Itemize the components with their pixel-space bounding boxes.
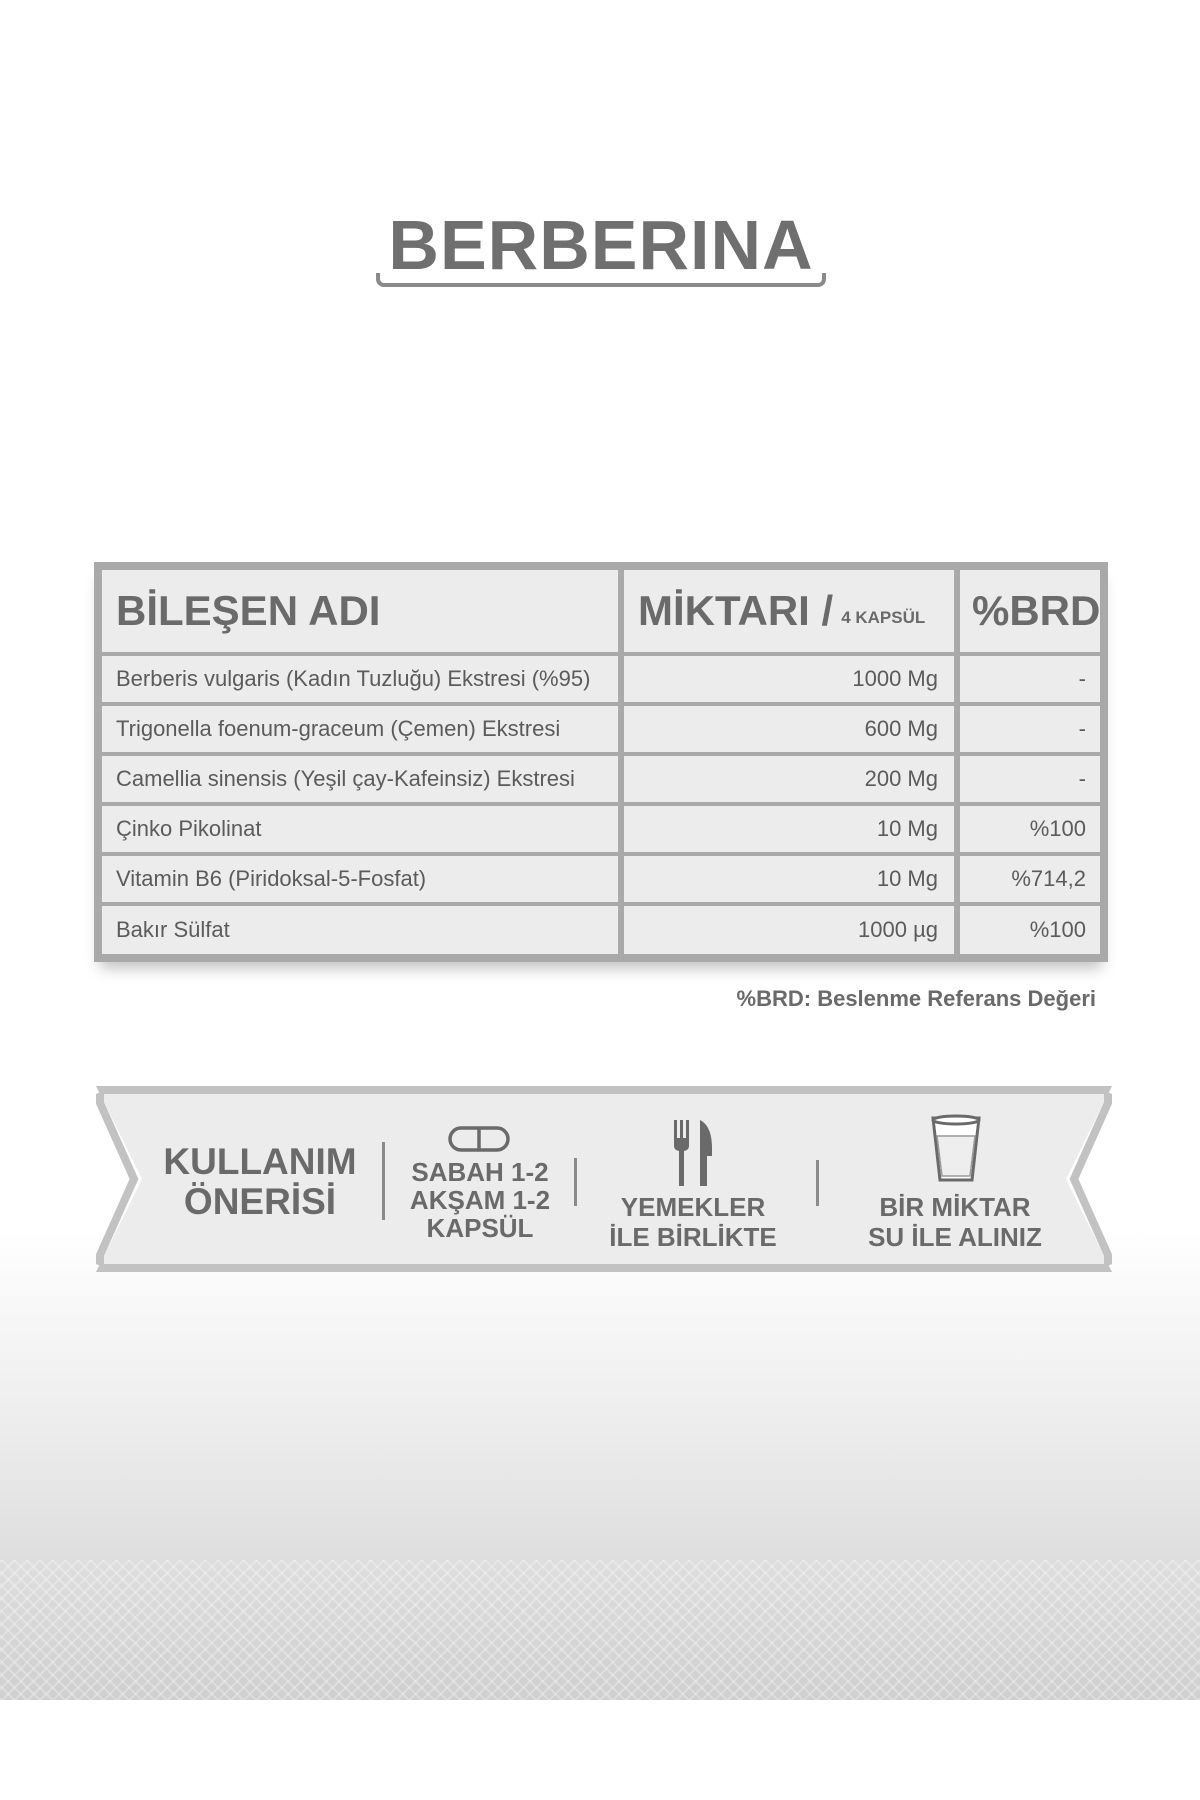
dose-text xyxy=(395,1158,565,1242)
dose-line2: AKŞAM 1-2 xyxy=(409,1185,551,1215)
meal-line1: YEMEKLER xyxy=(620,1192,766,1222)
title-underline xyxy=(376,273,826,287)
header-amount-sub: 4 KAPSÜL xyxy=(841,608,926,627)
row-amount: 1000 Mg xyxy=(624,656,954,702)
background-pattern xyxy=(0,1560,1200,1700)
row-brd: - xyxy=(960,656,1100,702)
water-glass-icon xyxy=(930,1114,982,1184)
water-line1: BİR MİKTAR xyxy=(879,1192,1031,1222)
water-text xyxy=(840,1192,1070,1252)
usage-heading-line2: ÖNERİSİ xyxy=(183,1181,337,1222)
row-name: Trigonella foenum-graceum (Çemen) Ekstresi xyxy=(102,706,618,752)
meal-text xyxy=(588,1192,798,1252)
row-brd: %100 xyxy=(960,906,1100,954)
ingredients-table xyxy=(94,562,1108,962)
header-amount xyxy=(624,570,954,652)
product-title: BERBERINA xyxy=(388,206,814,284)
table-header-row xyxy=(102,570,1100,652)
row-brd: %714,2 xyxy=(960,856,1100,902)
divider xyxy=(816,1160,819,1206)
row-amount: 10 Mg xyxy=(624,856,954,902)
brd-footnote: %BRD: Beslenme Referans Değeri xyxy=(736,986,1096,1011)
table-row xyxy=(102,806,1100,852)
header-name: BİLEŞEN ADI xyxy=(102,570,618,652)
row-amount: 200 Mg xyxy=(624,756,954,802)
table-row xyxy=(102,906,1100,954)
row-name: Berberis vulgaris (Kadın Tuzluğu) Ekstresi (%95) xyxy=(102,656,618,702)
row-brd: %100 xyxy=(960,806,1100,852)
meal-line2: İLE BİRLİKTE xyxy=(609,1222,777,1252)
capsule-icon xyxy=(448,1126,510,1152)
divider xyxy=(574,1158,577,1206)
water-line2: SU İLE ALINIZ xyxy=(868,1222,1042,1252)
row-amount: 10 Mg xyxy=(624,806,954,852)
usage-heading-line1: KULLANIM xyxy=(163,1141,357,1182)
header-amount-label: MİKTARI / xyxy=(638,587,834,634)
row-name: Bakır Sülfat xyxy=(102,906,618,954)
fork-knife-icon xyxy=(672,1120,716,1188)
divider xyxy=(382,1142,385,1220)
title-block xyxy=(376,205,826,285)
row-amount: 1000 µg xyxy=(624,906,954,954)
header-brd: %BRD xyxy=(960,570,1100,652)
table-row xyxy=(102,756,1100,802)
row-name: Çinko Pikolinat xyxy=(102,806,618,852)
dose-line3: KAPSÜL xyxy=(426,1213,534,1243)
row-brd: - xyxy=(960,756,1100,802)
row-name: Vitamin B6 (Piridoksal-5-Fosfat) xyxy=(102,856,618,902)
table-row xyxy=(102,656,1100,702)
table-row xyxy=(102,706,1100,752)
table-row xyxy=(102,856,1100,902)
row-name: Camellia sinensis (Yeşil çay-Kafeinsiz) Ekstresi xyxy=(102,756,618,802)
row-brd: - xyxy=(960,706,1100,752)
dose-line1: SABAH 1-2 xyxy=(411,1157,549,1187)
usage-heading xyxy=(150,1142,370,1222)
row-amount: 600 Mg xyxy=(624,706,954,752)
